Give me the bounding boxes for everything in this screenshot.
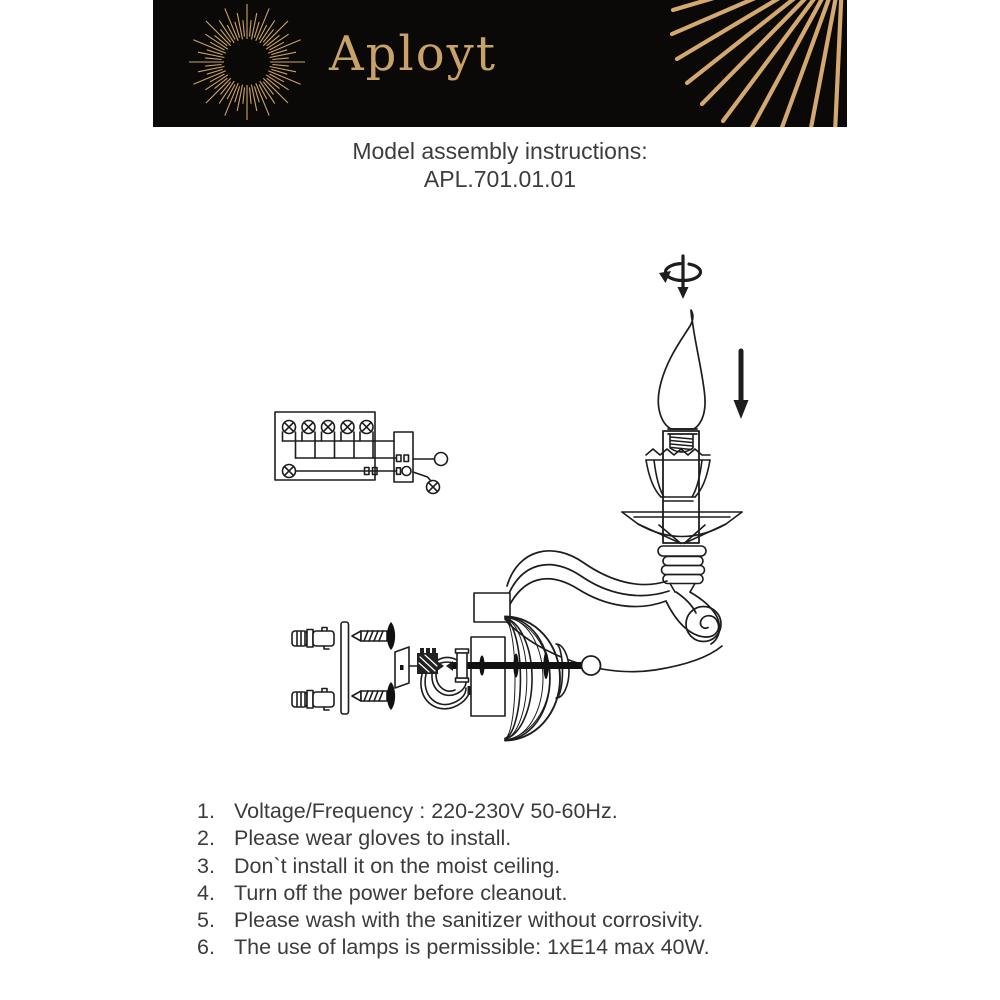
list-item-text: Turn off the power before cleanout. bbox=[234, 880, 568, 905]
list-item bbox=[197, 934, 837, 961]
list-item-text: Voltage/Frequency : 220-230V 50-60Hz. bbox=[234, 799, 618, 823]
crystal-cup-drawing bbox=[646, 449, 710, 501]
model-number: APL.701.01.01 bbox=[423, 166, 577, 192]
list-item bbox=[197, 907, 837, 934]
list-item-number: 4. bbox=[197, 880, 215, 905]
sconce-arm-drawing bbox=[507, 551, 722, 672]
list-item-number: 5. bbox=[197, 908, 215, 933]
lamp-symbol bbox=[283, 465, 296, 478]
list-item-text: Please wash with the sanitizer without corrosivity. bbox=[234, 908, 704, 933]
list-item-text: Please wear gloves to install. bbox=[234, 826, 512, 851]
rotation-arrow-icon bbox=[659, 256, 701, 299]
lamp-symbol bbox=[427, 481, 440, 494]
lamp-symbol bbox=[360, 421, 373, 442]
list-item-number: 6. bbox=[197, 935, 215, 960]
lamp-symbol bbox=[302, 421, 315, 442]
list-item-number: 2. bbox=[197, 826, 215, 851]
list-item-text: The use of lamps is permissible: 1xE14 max 40W. bbox=[234, 935, 710, 960]
lamp-symbol bbox=[283, 421, 296, 442]
list-item-text: Don`t install it on the moist ceiling. bbox=[234, 853, 561, 878]
wall-anchor-drawing bbox=[292, 628, 334, 650]
list-item-number: 1. bbox=[197, 799, 215, 823]
wall-strip-drawing bbox=[341, 622, 349, 714]
candle-base-rings-drawing bbox=[658, 546, 706, 592]
list-item bbox=[197, 853, 837, 880]
candle-bulb-drawing bbox=[658, 310, 705, 434]
lamp-symbol bbox=[322, 421, 335, 442]
instruction-list bbox=[197, 798, 837, 962]
list-item-number: 3. bbox=[197, 853, 215, 878]
wall-anchor-drawing bbox=[292, 689, 334, 711]
down-arrow-icon bbox=[734, 351, 749, 419]
screw-drawing bbox=[352, 622, 395, 650]
lamp-socket-drawing bbox=[663, 431, 699, 543]
screw-drawing bbox=[352, 682, 395, 710]
page-title: Model assembly instructions: bbox=[352, 138, 648, 164]
list-item bbox=[197, 825, 837, 852]
list-item bbox=[197, 880, 837, 907]
brand-wordmark: Aployt bbox=[329, 26, 498, 82]
wiring-schematic-drawing bbox=[275, 412, 448, 494]
bobeche-drawing bbox=[622, 512, 742, 544]
list-item bbox=[197, 798, 837, 825]
mounting-plate-drawing bbox=[395, 647, 409, 688]
lamp-symbol bbox=[341, 421, 354, 442]
